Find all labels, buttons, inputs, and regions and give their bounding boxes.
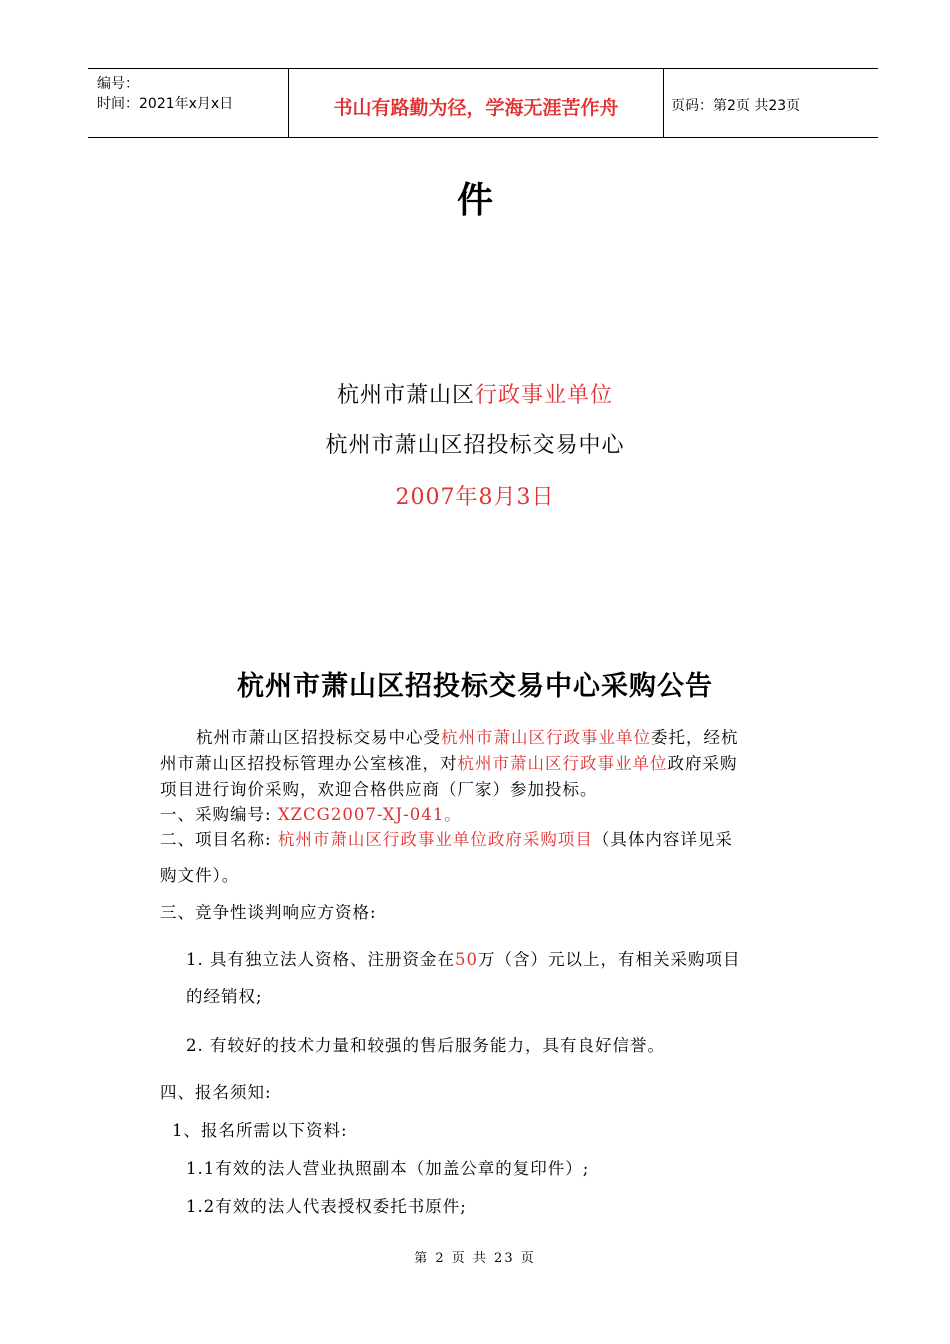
section-label: 二、项目名称: <box>160 830 278 849</box>
section-project-name <box>160 826 733 850</box>
issuer-line-1 <box>0 378 950 409</box>
highlight-segment: 杭州市萧山区行政事业单位 <box>441 728 651 747</box>
text-segment: 1. 具有独立法人资格、注册资金在 <box>186 950 455 969</box>
header-motto-cell <box>288 69 664 137</box>
paragraph-line-1 <box>196 724 739 748</box>
highlight-segment: 杭州市萧山区行政事业单位 <box>457 754 668 773</box>
notice-title: 杭州市萧山区招投标交易中心采购公告 <box>237 671 713 702</box>
text-segment: 杭州市萧山区招投标交易中心受 <box>196 728 441 747</box>
number-label: 编号： <box>97 76 139 92</box>
registration-item-1-2: 1.2有效的法人代表授权委托书原件; <box>186 1197 467 1216</box>
registration-item-1-1: 1.1有效的法人营业执照副本（加盖公章的复印件）; <box>186 1159 590 1178</box>
header-meta-cell <box>88 69 288 137</box>
text-segment: 政府采购 <box>667 754 738 773</box>
issuer-line-2: 杭州市萧山区招投标交易中心 <box>325 433 625 458</box>
issuer-1-unit: 行政事业单位 <box>475 383 614 408</box>
qualification-item-1-cont: 的经销权; <box>186 987 263 1006</box>
time-label: 时间：2021年x月x日 <box>97 96 234 112</box>
cover-date: 2007年8月3日 <box>395 485 555 510</box>
page-header <box>88 68 878 138</box>
text-segment: （具体内容详见采 <box>592 830 733 849</box>
project-name-value: 杭州市萧山区行政事业单位政府采购项目 <box>277 830 593 849</box>
page-number-label: 页码：第2页 共23页 <box>671 98 801 114</box>
section-purchase-number <box>160 801 462 825</box>
issuer-1-prefix: 杭州市萧山区 <box>336 383 475 408</box>
text-segment: 万（含）元以上，有相关采购项目 <box>478 950 741 969</box>
text-segment: 委托，经杭 <box>651 728 739 747</box>
qualification-item-1 <box>186 946 741 970</box>
capital-amount: 50 <box>455 950 478 969</box>
section-registration: 四、报名须知: <box>160 1083 272 1102</box>
paragraph-line-2 <box>160 750 738 774</box>
purchase-number-value: XZCG2007-XJ-041。 <box>277 805 462 824</box>
section-qualification: 三、竞争性谈判响应方资格: <box>160 903 377 922</box>
section-label: 一、采购编号: <box>160 805 278 824</box>
paragraph-line-3: 项目进行询价采购，欢迎合格供应商（厂家）参加投标。 <box>160 780 598 799</box>
motto-text: 书山有路勤为径，学海无涯苦作舟 <box>333 97 619 119</box>
text-segment: 州市萧山区招投标管理办公室核准，对 <box>160 754 458 773</box>
cover-char: 件 <box>456 179 493 221</box>
registration-item-1: 1、报名所需以下资料: <box>172 1121 348 1140</box>
qualification-item-2: 2. 有较好的技术力量和较强的售后服务能力，具有良好信誉。 <box>186 1036 665 1055</box>
page-footer: 第 2 页 共 23 页 <box>414 1251 536 1266</box>
header-page-cell <box>663 69 878 137</box>
section-project-name-cont: 购文件）。 <box>160 866 240 885</box>
